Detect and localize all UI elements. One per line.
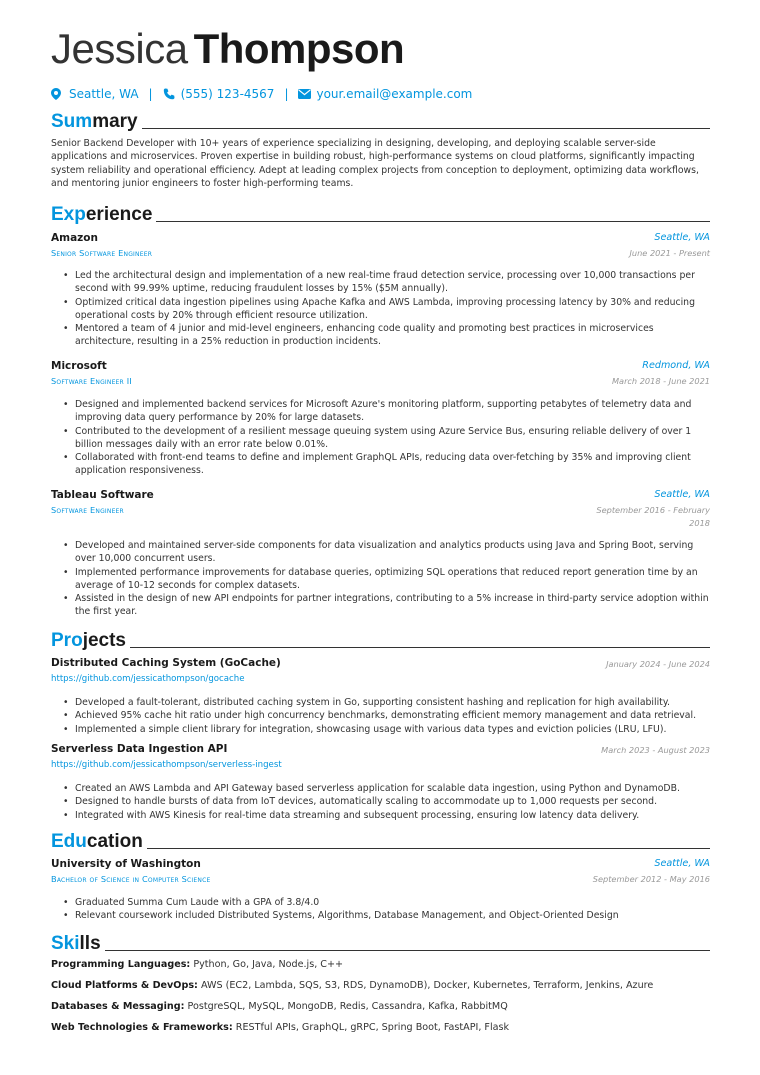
company-location: Seattle, WA [654, 489, 710, 500]
skill-value: Python, Go, Java, Node.js, C++ [193, 959, 344, 970]
contact-separator: | [148, 87, 153, 101]
section-heading-projects [51, 626, 710, 650]
job-bullets [63, 269, 710, 349]
map-marker-icon [51, 88, 63, 100]
job-dates: September 2016 - February 2018 [596, 505, 710, 528]
list-item: • Contributed to the development of a resilient message queuing system using Azure Service Bus, ensuring reliable delivery of over 1 billion messages daily with an error rate below 0.01%. [63, 425, 710, 452]
heading-rest: jects [82, 630, 126, 651]
school-name: University of Washington [51, 858, 201, 870]
email-link[interactable]: your.email@example.com [316, 87, 473, 101]
last-name: Thompson [193, 25, 405, 72]
skill-row [51, 959, 343, 970]
first-name: Jessica [51, 25, 188, 72]
contact-separator: | [284, 87, 289, 101]
summary-text: Senior Backend Developer with 10+ years of experience specializing in designing, developing, and deploying scalable server-side applications and microservices. Proven expertise in building robust, high-performance systems on cloud platforms, significantly impacting system reliability and operational efficiency. Adept at leading complex projects from conception to deployment, optimizing data workflows, and mentoring junior engineers to foster high-performing teams. [51, 138, 699, 189]
list-item: • Implemented a simple client library for integration, showcasing usage with various data types and eviction policies (LRU, LFU). [63, 723, 710, 736]
list-item: • Led the architectural design and implementation of a new real-time fraud detection service, processing over 10,000 transactions per second with 99.99% uptime, reducing fraudulent losses by 15% ($5M annually). [63, 269, 710, 296]
heading-rule [142, 128, 710, 129]
candidate-name [51, 25, 405, 78]
list-item: • Assisted in the design of new API endpoints for partner integrations, contributing to a 5% increase in third-party service adoption within the first year. [63, 592, 710, 619]
skill-row [51, 1022, 509, 1033]
degree-title: Bachelor of Science in Computer Science [51, 874, 211, 884]
list-item: • Collaborated with front-end teams to define and implement GraphQL APIs, reducing data over-fetching by 35% and improving client application responsiveness. [63, 451, 710, 478]
project-name: Distributed Caching System (GoCache) [51, 657, 281, 669]
education-dates: September 2012 - May 2016 [592, 874, 710, 884]
skill-label: Web Technologies & Frameworks: [51, 1022, 233, 1033]
project-name: Serverless Data Ingestion API [51, 743, 228, 755]
school-location: Seattle, WA [654, 858, 710, 869]
heading-rest: mary [92, 111, 138, 132]
heading-rule [156, 221, 710, 222]
heading-rule [147, 848, 710, 849]
company-name: Tableau Software [51, 489, 154, 501]
project-link[interactable]: https://github.com/jessicathompson/serverless-ingest [51, 760, 282, 770]
section-heading-skills [51, 929, 710, 953]
heading-accent: Ski [51, 933, 80, 954]
job-dates: June 2021 - Present [629, 248, 710, 258]
list-item: • Designed and implemented backend services for Microsoft Azure's monitoring platform, supporting petabytes of telemetry data and improving data query performance by 20% for large datasets. [63, 398, 710, 425]
skill-label: Databases & Messaging: [51, 1001, 185, 1012]
skill-row [51, 1001, 508, 1012]
list-item: • Graduated Summa Cum Laude with a GPA of 3.8/4.0 [63, 896, 710, 909]
job-bullets [63, 398, 710, 478]
section-heading-experience [51, 200, 710, 224]
company-name: Amazon [51, 232, 98, 244]
list-item: • Created an AWS Lambda and API Gateway based serverless application for scalable data ingestion, using Python and DynamoDB. [63, 782, 710, 795]
list-item: • Mentored a team of 4 junior and mid-level engineers, enhancing code quality and promoting best practices in microservices architecture, resulting in a 25% reduction in production incidents. [63, 322, 710, 349]
contact-line [51, 86, 472, 102]
section-heading-education [51, 827, 710, 851]
skill-row [51, 980, 653, 991]
phone-icon [163, 88, 175, 100]
heading-rest: cation [86, 831, 143, 852]
list-item: • Designed to handle bursts of data from IoT devices, automatically scaling to accommodate up to 1,000 requests per second. [63, 795, 710, 808]
list-item: • Implemented performance improvements for database queries, optimizing SQL operations that reduced report generation time by an average of 10-12 seconds for complex datasets. [63, 566, 710, 593]
job-title: Senior Software Engineer [51, 248, 153, 258]
job-title: Software Engineer II [51, 376, 132, 386]
skill-value: RESTful APIs, GraphQL, gRPC, Spring Boot, FastAPI, Flask [235, 1022, 510, 1033]
heading-accent: Sum [51, 111, 93, 132]
location-text: Seattle, WA [69, 87, 139, 101]
list-item: • Relevant coursework included Distributed Systems, Algorithms, Database Management, and Object-Oriented Design [63, 909, 710, 922]
job-bullets [63, 539, 710, 619]
job-dates: March 2018 - June 2021 [611, 376, 710, 386]
list-item: • Developed and maintained server-side components for data visualization and analytics products using Java and Spring Boot, serving over 10,000 concurrent users. [63, 539, 710, 566]
skill-label: Programming Languages: [51, 959, 191, 970]
project-bullets [63, 696, 710, 736]
heading-accent: Pro [51, 630, 83, 651]
heading-rest: erience [85, 204, 153, 225]
project-dates: March 2023 - August 2023 [601, 745, 710, 755]
phone-text[interactable]: (555) 123-4567 [180, 87, 275, 101]
skill-label: Cloud Platforms & DevOps: [51, 980, 198, 991]
heading-accent: Edu [51, 831, 87, 852]
company-name: Microsoft [51, 360, 107, 372]
heading-rule [105, 950, 710, 951]
company-location: Redmond, WA [642, 360, 710, 371]
job-title: Software Engineer [51, 505, 124, 515]
envelope-icon [298, 88, 310, 100]
heading-accent: Exp [51, 204, 86, 225]
project-dates: January 2024 - June 2024 [606, 659, 710, 669]
company-location: Seattle, WA [654, 232, 710, 243]
education-bullets [63, 896, 710, 923]
list-item: • Developed a fault-tolerant, distributed caching system in Go, supporting consistent hashing and replication for high availability. [63, 696, 710, 709]
list-item: • Integrated with AWS Kinesis for real-time data streaming and subsequent processing, ensuring low latency data delivery. [63, 809, 710, 822]
list-item: • Achieved 95% cache hit ratio under high concurrency benchmarks, demonstrating efficient memory management and data retrieval. [63, 709, 710, 722]
heading-rule [130, 647, 710, 648]
skill-value: AWS (EC2, Lambda, SQS, S3, RDS, DynamoDB), Docker, Kubernetes, Terraform, Jenkins, Azure [200, 980, 654, 991]
section-heading-summary [51, 107, 710, 131]
project-bullets [63, 782, 710, 822]
list-item: • Optimized critical data ingestion pipelines using Apache Kafka and AWS Lambda, improving processing latency by 30% and reducing operational costs by 20% through efficient resource utilization. [63, 296, 710, 323]
heading-rest: lls [79, 933, 101, 954]
project-link[interactable]: https://github.com/jessicathompson/gocache [51, 674, 245, 684]
skill-value: PostgreSQL, MySQL, MongoDB, Redis, Cassandra, Kafka, RabbitMQ [187, 1001, 508, 1012]
